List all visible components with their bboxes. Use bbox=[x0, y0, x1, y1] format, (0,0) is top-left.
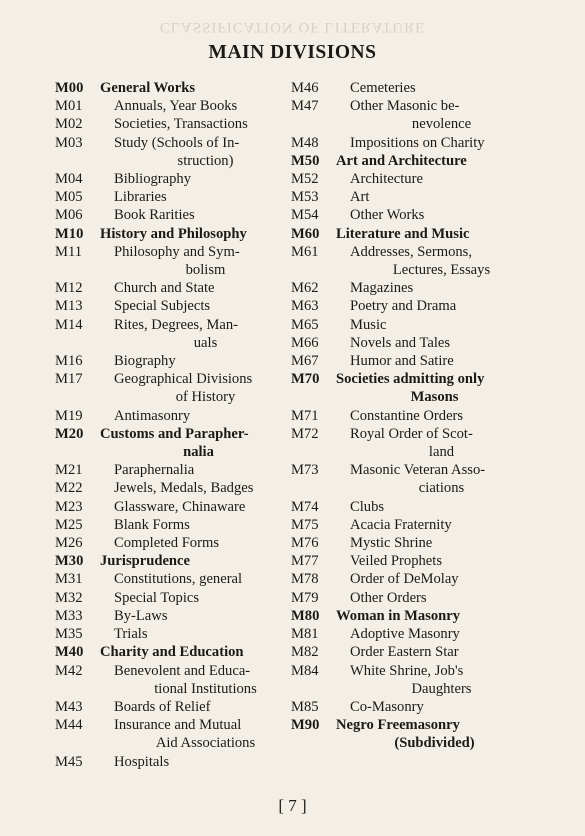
division-code: M84 bbox=[291, 662, 319, 679]
division-label bbox=[336, 152, 533, 170]
division-label bbox=[336, 352, 533, 370]
division-label bbox=[336, 552, 533, 570]
division-label bbox=[100, 79, 297, 97]
division-code: M25 bbox=[55, 516, 83, 533]
division-code: M71 bbox=[291, 407, 319, 424]
division-code: M52 bbox=[291, 171, 319, 188]
division-label bbox=[100, 225, 297, 243]
division-code: M20 bbox=[55, 425, 84, 442]
division-entry bbox=[55, 370, 297, 406]
division-label bbox=[100, 698, 297, 716]
division-label-text: Order of DeMolay bbox=[350, 571, 459, 588]
division-label-continuation: Lectures, Essays bbox=[392, 262, 491, 279]
division-label-text: Co-Masonry bbox=[350, 698, 424, 715]
division-label bbox=[100, 188, 297, 206]
division-label-text: Novels and Tales bbox=[350, 334, 451, 351]
division-label-text: Societies admitting only bbox=[336, 371, 485, 388]
right-column bbox=[291, 79, 533, 753]
division-entry bbox=[291, 425, 533, 461]
division-code: M30 bbox=[55, 553, 84, 570]
division-entry bbox=[291, 534, 533, 552]
division-label bbox=[100, 607, 297, 625]
division-entry bbox=[55, 461, 297, 479]
division-label bbox=[100, 753, 297, 771]
division-code: M06 bbox=[55, 207, 83, 224]
division-label-text: Special Topics bbox=[114, 589, 200, 606]
division-entry bbox=[55, 206, 297, 224]
page-number: [ 7 ] bbox=[278, 796, 307, 815]
division-label-text: Study (Schools of In- bbox=[114, 134, 240, 151]
division-label-text: Hospitals bbox=[114, 753, 170, 770]
division-label bbox=[336, 170, 533, 188]
division-label bbox=[100, 279, 297, 297]
division-label bbox=[336, 461, 533, 497]
division-label-text: Church and State bbox=[114, 280, 215, 297]
division-label-text: Biography bbox=[114, 353, 176, 370]
division-entry bbox=[55, 479, 297, 497]
division-entry bbox=[291, 698, 533, 716]
division-label-text: Geographical Divisions bbox=[114, 371, 253, 388]
division-code: M53 bbox=[291, 189, 319, 206]
division-entry bbox=[291, 643, 533, 661]
division-code: M81 bbox=[291, 626, 319, 643]
division-entry bbox=[291, 243, 533, 279]
division-code: M54 bbox=[291, 207, 319, 224]
division-label-text: Negro Freemasonry bbox=[336, 717, 460, 734]
division-code: M75 bbox=[291, 516, 319, 533]
division-entry bbox=[291, 316, 533, 334]
division-code: M72 bbox=[291, 425, 319, 442]
division-label bbox=[100, 370, 297, 406]
division-entry bbox=[55, 79, 297, 97]
division-code: M77 bbox=[291, 553, 319, 570]
division-label bbox=[336, 206, 533, 224]
division-entry bbox=[55, 243, 297, 279]
division-code: M73 bbox=[291, 462, 319, 479]
division-entry bbox=[55, 625, 297, 643]
division-entry bbox=[55, 552, 297, 570]
division-label-text: Mystic Shrine bbox=[350, 535, 433, 552]
division-label-text: History and Philosophy bbox=[100, 225, 247, 242]
division-label bbox=[100, 498, 297, 516]
division-entry bbox=[55, 498, 297, 516]
division-entry bbox=[291, 589, 533, 607]
division-label bbox=[100, 662, 297, 698]
division-entry bbox=[55, 534, 297, 552]
division-label-text: Boards of Relief bbox=[114, 698, 211, 715]
division-code: M23 bbox=[55, 498, 83, 515]
division-label-text: Clubs bbox=[350, 498, 385, 515]
division-entry bbox=[291, 225, 533, 243]
division-code: M74 bbox=[291, 498, 319, 515]
division-code: M31 bbox=[55, 571, 83, 588]
division-label-text: Veiled Prophets bbox=[350, 553, 443, 570]
division-code: M01 bbox=[55, 98, 83, 115]
division-label-text: White Shrine, Job's bbox=[350, 662, 464, 679]
division-label bbox=[100, 716, 297, 752]
division-label bbox=[336, 607, 533, 625]
division-label-continuation: uals bbox=[193, 334, 218, 351]
division-label-text: Annuals, Year Books bbox=[114, 98, 238, 115]
division-entry bbox=[55, 316, 297, 352]
division-entry bbox=[291, 297, 533, 315]
division-code: M44 bbox=[55, 717, 83, 734]
division-entry bbox=[55, 662, 297, 698]
division-entry bbox=[291, 552, 533, 570]
division-label-text: Cemeteries bbox=[350, 80, 416, 96]
division-entry bbox=[55, 607, 297, 625]
division-label bbox=[100, 297, 297, 315]
division-label bbox=[100, 570, 297, 588]
division-entry bbox=[55, 716, 297, 752]
division-label-text: Special Subjects bbox=[114, 298, 211, 315]
division-label bbox=[336, 97, 533, 133]
division-code: M26 bbox=[55, 535, 83, 552]
division-code: M65 bbox=[291, 316, 319, 333]
division-code: M46 bbox=[291, 80, 319, 96]
division-label-text: General Works bbox=[100, 80, 195, 96]
division-label-text: Blank Forms bbox=[114, 516, 190, 533]
division-code: M90 bbox=[291, 717, 320, 734]
division-label-text: Constitutions, general bbox=[114, 571, 243, 588]
division-entry bbox=[291, 716, 533, 752]
division-label-text: Book Rarities bbox=[114, 207, 195, 224]
left-column bbox=[55, 79, 297, 771]
division-entry bbox=[55, 570, 297, 588]
division-entry bbox=[291, 188, 533, 206]
division-label-text: Art and Architecture bbox=[336, 152, 467, 169]
division-label bbox=[100, 425, 297, 461]
division-code: M40 bbox=[55, 644, 84, 661]
division-label-text: Adoptive Masonry bbox=[350, 626, 460, 643]
division-entry bbox=[55, 170, 297, 188]
division-label bbox=[336, 316, 533, 334]
division-label-text: Charity and Education bbox=[100, 644, 244, 661]
division-entry bbox=[291, 170, 533, 188]
division-code: M13 bbox=[55, 298, 83, 315]
division-label-text: Societies, Transactions bbox=[114, 116, 248, 133]
division-label-text: Royal Order of Scot- bbox=[350, 425, 473, 442]
division-code: M67 bbox=[291, 353, 319, 370]
division-label bbox=[100, 589, 297, 607]
division-label-continuation: nalia bbox=[183, 444, 214, 461]
division-label bbox=[336, 643, 533, 661]
division-code: M43 bbox=[55, 698, 83, 715]
division-label bbox=[336, 297, 533, 315]
division-entry bbox=[291, 461, 533, 497]
division-code: M02 bbox=[55, 116, 83, 133]
division-label-text: Jurisprudence bbox=[100, 553, 190, 570]
division-label bbox=[336, 279, 533, 297]
division-code: M85 bbox=[291, 698, 319, 715]
division-code: M78 bbox=[291, 571, 319, 588]
division-label bbox=[336, 134, 533, 152]
division-label-continuation: of History bbox=[175, 389, 236, 406]
division-label bbox=[100, 316, 297, 352]
division-code: M61 bbox=[291, 243, 319, 260]
division-code: M33 bbox=[55, 607, 83, 624]
division-label bbox=[336, 716, 533, 752]
division-code: M48 bbox=[291, 134, 319, 151]
division-label bbox=[100, 352, 297, 370]
division-label bbox=[100, 643, 297, 661]
division-entry bbox=[55, 115, 297, 133]
division-entry bbox=[291, 407, 533, 425]
division-label-continuation: Masons bbox=[410, 389, 459, 406]
division-label bbox=[100, 461, 297, 479]
division-code: M82 bbox=[291, 644, 319, 661]
division-code: M50 bbox=[291, 152, 320, 169]
division-entry bbox=[55, 589, 297, 607]
division-label-text: Bibliography bbox=[114, 171, 192, 188]
division-label bbox=[100, 479, 297, 497]
division-label-text: Trials bbox=[114, 626, 148, 643]
division-label bbox=[336, 498, 533, 516]
division-entry bbox=[55, 753, 297, 771]
division-label-text: Glassware, Chinaware bbox=[114, 498, 246, 515]
division-entry bbox=[55, 516, 297, 534]
division-code: M60 bbox=[291, 225, 320, 242]
division-label-text: Other Masonic be- bbox=[350, 98, 460, 115]
division-label bbox=[336, 243, 533, 279]
division-label-text: Antimasonry bbox=[114, 407, 191, 424]
division-code: M47 bbox=[291, 98, 319, 115]
division-label-text: Humor and Satire bbox=[350, 353, 454, 370]
division-entry bbox=[55, 225, 297, 243]
division-entry bbox=[55, 134, 297, 170]
page-title: MAIN DIVISIONS bbox=[208, 42, 377, 63]
division-label bbox=[100, 243, 297, 279]
division-label bbox=[336, 407, 533, 425]
division-label bbox=[100, 534, 297, 552]
division-label-text: Philosophy and Sym- bbox=[114, 243, 240, 260]
division-code: M32 bbox=[55, 589, 83, 606]
division-code: M12 bbox=[55, 280, 83, 297]
division-code: M03 bbox=[55, 134, 83, 151]
division-code: M70 bbox=[291, 371, 320, 388]
division-label-text: Libraries bbox=[114, 189, 167, 206]
division-entry bbox=[55, 643, 297, 661]
division-code: M04 bbox=[55, 171, 83, 188]
division-label-text: Woman in Masonry bbox=[336, 607, 461, 624]
division-label-text: Other Orders bbox=[350, 589, 427, 606]
division-label-text: Jewels, Medals, Badges bbox=[114, 480, 254, 497]
division-label bbox=[336, 425, 533, 461]
division-code: M14 bbox=[55, 316, 83, 333]
division-label-text: Completed Forms bbox=[114, 535, 219, 552]
division-code: M35 bbox=[55, 626, 83, 643]
division-label-continuation: land bbox=[428, 444, 455, 461]
division-label bbox=[100, 97, 297, 115]
division-label-continuation: struction) bbox=[177, 152, 234, 169]
division-entry bbox=[291, 79, 533, 97]
division-label-continuation: Daughters bbox=[411, 680, 472, 697]
division-label-text: Magazines bbox=[350, 280, 414, 297]
division-entry bbox=[291, 334, 533, 352]
division-code: M80 bbox=[291, 607, 320, 624]
division-entry bbox=[291, 152, 533, 170]
division-entry bbox=[55, 188, 297, 206]
bleed-through-heading: CLASSIFICATION OF LITERATURE bbox=[159, 19, 426, 35]
division-code: M42 bbox=[55, 662, 83, 679]
division-entry bbox=[55, 425, 297, 461]
division-code: M10 bbox=[55, 225, 84, 242]
division-code: M79 bbox=[291, 589, 319, 606]
division-label bbox=[100, 134, 297, 170]
division-code: M63 bbox=[291, 298, 319, 315]
division-code: M17 bbox=[55, 371, 83, 388]
division-label bbox=[336, 625, 533, 643]
division-label-text: Architecture bbox=[350, 171, 423, 188]
division-label bbox=[336, 516, 533, 534]
division-label bbox=[100, 206, 297, 224]
division-entry bbox=[291, 97, 533, 133]
division-label bbox=[336, 570, 533, 588]
division-label-continuation: ciations bbox=[418, 480, 465, 497]
division-label-continuation: (Subdivided) bbox=[394, 735, 475, 752]
division-code: M22 bbox=[55, 480, 83, 497]
division-label-text: Art bbox=[350, 189, 370, 206]
division-label bbox=[336, 589, 533, 607]
division-label-text: Benevolent and Educa- bbox=[114, 662, 251, 679]
division-label bbox=[100, 625, 297, 643]
division-label bbox=[336, 534, 533, 552]
division-label bbox=[336, 225, 533, 243]
division-label-continuation: nevolence bbox=[411, 116, 472, 133]
division-label-text: Literature and Music bbox=[336, 225, 470, 242]
division-label bbox=[336, 188, 533, 206]
division-entry bbox=[291, 206, 533, 224]
division-label-text: By-Laws bbox=[114, 607, 168, 624]
division-label-continuation: tional Institutions bbox=[154, 680, 257, 697]
division-entry bbox=[291, 607, 533, 625]
division-entry bbox=[291, 570, 533, 588]
division-entry bbox=[55, 407, 297, 425]
division-code: M00 bbox=[55, 80, 84, 96]
division-label-text: Other Works bbox=[350, 207, 425, 224]
division-label-text: Acacia Fraternity bbox=[350, 516, 452, 533]
division-entry bbox=[55, 297, 297, 315]
division-entry bbox=[291, 662, 533, 698]
division-label-text: Customs and Parapher- bbox=[100, 425, 249, 442]
division-code: M21 bbox=[55, 462, 83, 479]
division-entry bbox=[291, 279, 533, 297]
division-code: M66 bbox=[291, 334, 319, 351]
division-label-text: Rites, Degrees, Man- bbox=[114, 316, 239, 333]
division-label-continuation: bolism bbox=[185, 262, 226, 279]
division-label bbox=[336, 662, 533, 698]
division-entry bbox=[291, 352, 533, 370]
division-label-text: Order Eastern Star bbox=[350, 644, 459, 661]
division-entry bbox=[55, 352, 297, 370]
division-label bbox=[100, 552, 297, 570]
division-label-text: Paraphernalia bbox=[114, 462, 195, 479]
division-label bbox=[100, 407, 297, 425]
division-code: M19 bbox=[55, 407, 83, 424]
division-code: M45 bbox=[55, 753, 83, 770]
division-label bbox=[336, 698, 533, 716]
division-label bbox=[100, 516, 297, 534]
division-code: M11 bbox=[55, 243, 83, 260]
division-entry bbox=[291, 134, 533, 152]
division-code: M76 bbox=[291, 535, 319, 552]
division-label bbox=[100, 170, 297, 188]
division-label-text: Impositions on Charity bbox=[350, 134, 485, 151]
division-entry bbox=[291, 498, 533, 516]
division-label-text: Insurance and Mutual bbox=[114, 717, 242, 734]
division-label-continuation: Aid Associations bbox=[155, 735, 256, 752]
division-entry bbox=[55, 279, 297, 297]
division-entry bbox=[291, 516, 533, 534]
division-label bbox=[100, 115, 297, 133]
division-label-text: Poetry and Drama bbox=[350, 298, 457, 315]
division-entry bbox=[291, 625, 533, 643]
division-label-text: Constantine Orders bbox=[350, 407, 464, 424]
division-label-text: Masonic Veteran Asso- bbox=[350, 462, 486, 479]
division-entry bbox=[55, 698, 297, 716]
division-label bbox=[336, 334, 533, 352]
division-code: M62 bbox=[291, 280, 319, 297]
division-entry bbox=[291, 370, 533, 406]
division-code: M16 bbox=[55, 353, 83, 370]
division-code: M05 bbox=[55, 189, 83, 206]
division-entry bbox=[55, 97, 297, 115]
division-label bbox=[336, 79, 533, 97]
division-label-text: Music bbox=[350, 316, 387, 333]
division-label bbox=[336, 370, 533, 406]
division-label-text: Addresses, Sermons, bbox=[350, 243, 473, 260]
